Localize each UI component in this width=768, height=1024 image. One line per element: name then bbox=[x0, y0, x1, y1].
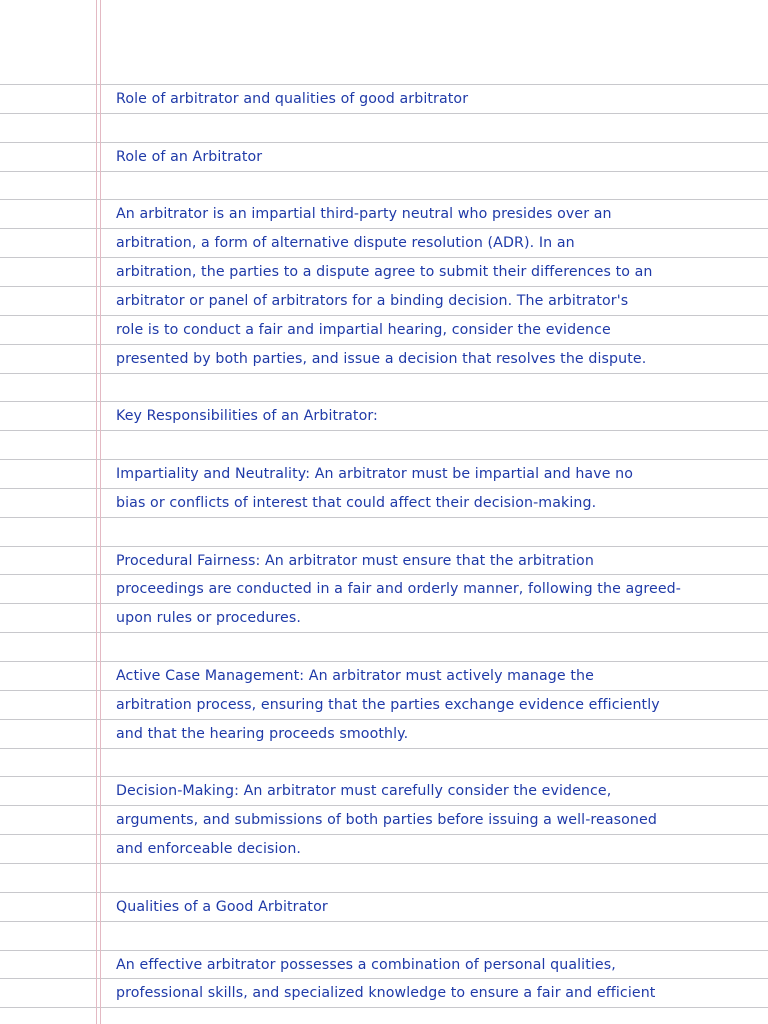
note-line: arbitration, the parties to a dispute agree to submit their differences to an bbox=[116, 264, 653, 280]
note-line: An effective arbitrator possesses a combination of personal qualities, bbox=[116, 957, 616, 973]
note-line: arguments, and submissions of both parties before issuing a well-reasoned bbox=[116, 812, 657, 828]
note-line: Key Responsibilities of an Arbitrator: bbox=[116, 408, 378, 424]
note-line: and that the hearing proceeds smoothly. bbox=[116, 726, 409, 742]
note-line: Impartiality and Neutrality: An arbitrator must be impartial and have no bbox=[116, 466, 634, 482]
note-line bbox=[116, 172, 756, 200]
note-line: proceedings are conducted in a fair and orderly manner, following the agreed- bbox=[116, 581, 682, 597]
note-line: upon rules or procedures. bbox=[116, 610, 301, 626]
note-line: arbitration process, ensuring that the parties exchange evidence efficiently bbox=[116, 697, 660, 713]
note-line bbox=[116, 374, 756, 402]
note-line: An arbitrator is an impartial third-party neutral who presides over an bbox=[116, 206, 612, 222]
note-line bbox=[116, 518, 756, 546]
margin-line-left bbox=[96, 0, 97, 1024]
note-line: bias or conflicts of interest that could affect their decision-making. bbox=[116, 495, 597, 511]
note-line: Active Case Management: An arbitrator must actively manage the bbox=[116, 668, 594, 684]
note-line bbox=[116, 431, 756, 459]
note-line bbox=[116, 922, 756, 950]
note-line: Procedural Fairness: An arbitrator must ensure that the arbitration bbox=[116, 553, 594, 569]
note-line bbox=[116, 864, 756, 892]
rule-line bbox=[0, 1007, 768, 1008]
note-line bbox=[116, 749, 756, 777]
note-line: Qualities of a Good Arbitrator bbox=[116, 899, 328, 915]
margin-line-right bbox=[100, 0, 101, 1024]
note-line: arbitrator or panel of arbitrators for a binding decision. The arbitrator's bbox=[116, 293, 629, 309]
note-line: role is to conduct a fair and impartial hearing, consider the evidence bbox=[116, 322, 611, 338]
note-line: Role of an Arbitrator bbox=[116, 149, 263, 165]
note-line: professional skills, and specialized knowledge to ensure a fair and efficient bbox=[116, 985, 656, 1001]
note-line bbox=[116, 114, 756, 142]
note-line: Decision-Making: An arbitrator must carefully consider the evidence, bbox=[116, 783, 612, 799]
note-line: arbitration, a form of alternative dispute resolution (ADR). In an bbox=[116, 235, 575, 251]
note-line: and enforceable decision. bbox=[116, 841, 302, 857]
note-line: Role of arbitrator and qualities of good arbitrator bbox=[116, 91, 469, 107]
note-line bbox=[116, 633, 756, 661]
note-line: presented by both parties, and issue a decision that resolves the dispute. bbox=[116, 351, 647, 367]
